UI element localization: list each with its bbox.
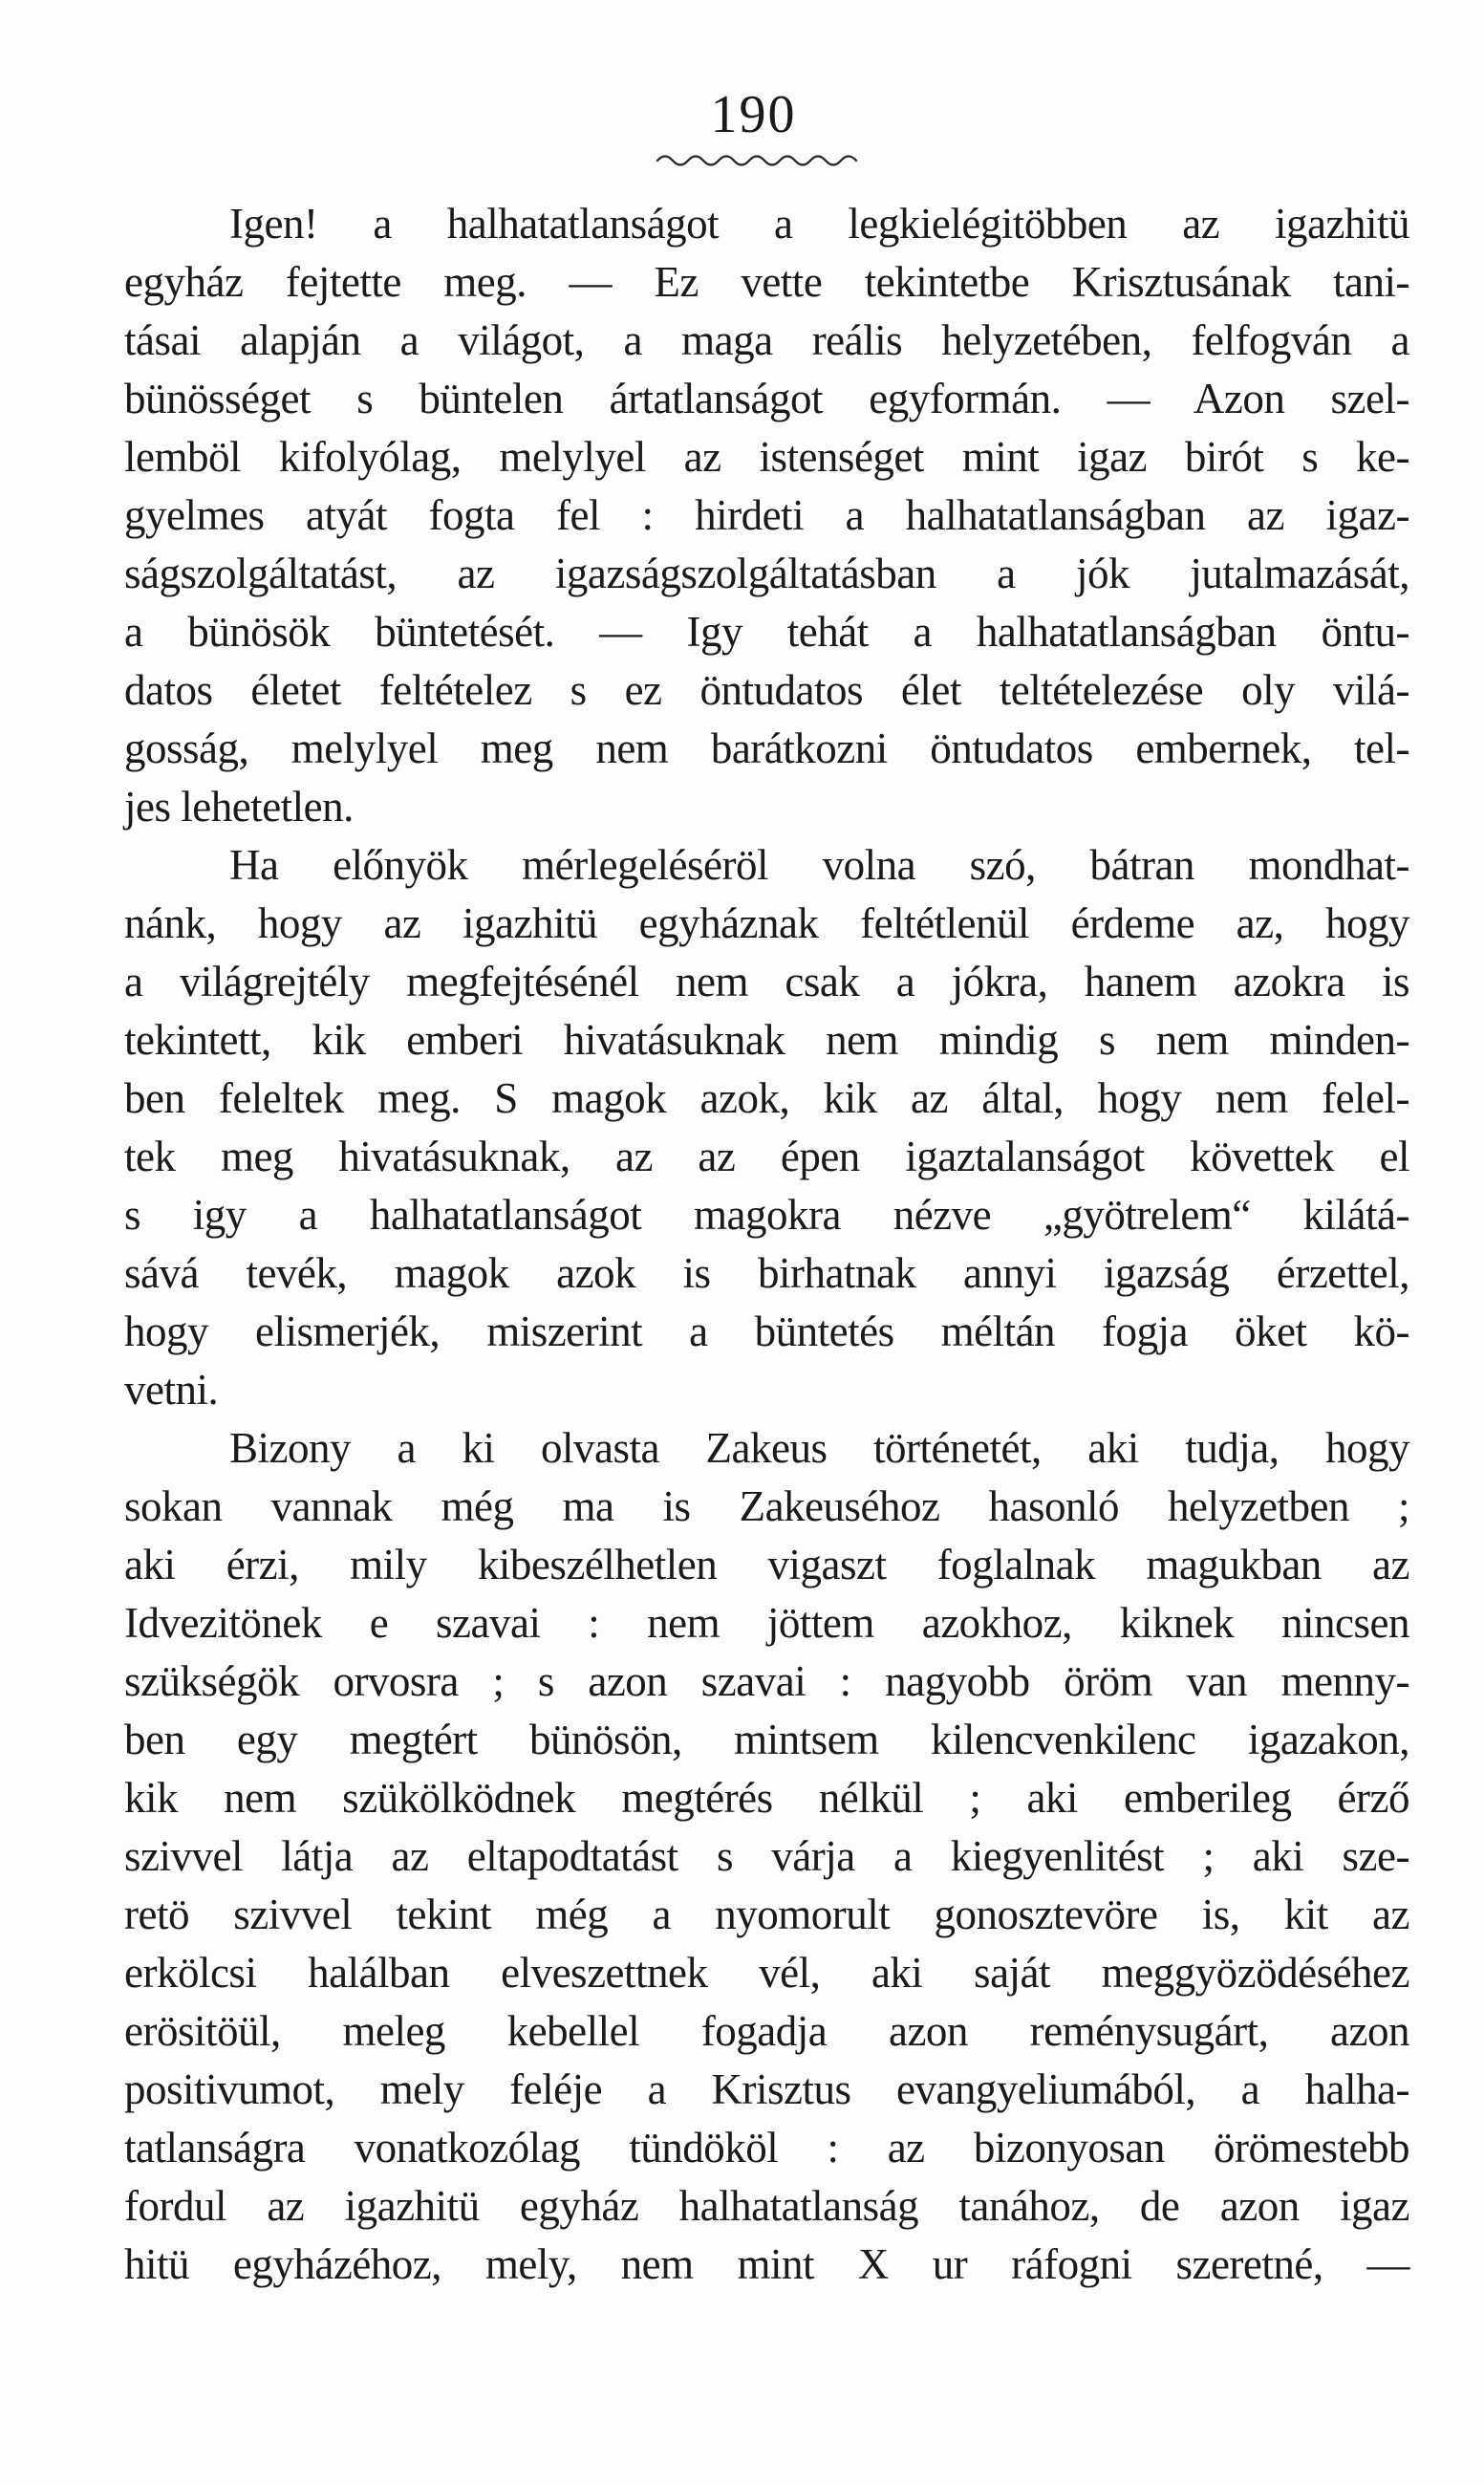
page-number: 190: [710, 85, 797, 144]
text-block: [124, 195, 1409, 2294]
text-line: tásai alapján a világot, a maga reális helyzetében, felfogván a: [124, 316, 1409, 364]
text-line: erkölcsi halálban elveszettnek vél, aki saját meggyözödéséhez: [124, 1949, 1409, 1997]
text-line: jes lehetetlen.: [124, 783, 354, 831]
text-line: sává tevék, magok azok is birhatnak annyi igazság érzettel,: [124, 1249, 1409, 1297]
text-line: bünösséget s büntelen ártatlanságot egyformán. — Azon szel-: [124, 375, 1409, 422]
text-line: datos életet feltételez s ez öntudatos élet teltételezése oly vilá-: [124, 666, 1409, 714]
text-line: ságszolgáltatást, az igazságszolgáltatásban a jók jutalmazását,: [124, 550, 1409, 597]
text-line: aki érzi, mily kibeszélhetlen vigaszt foglalnak magukban az: [124, 1541, 1409, 1588]
text-line: lemböl kifolyólag, melylyel az istenséget mint igaz birót s ke-: [124, 433, 1409, 481]
text-line: erösitöül, meleg kebellel fogadja azon reménysugárt, azon: [124, 2007, 1409, 2055]
text-line: szükségök orvosra ; s azon szavai : nagyobb öröm van menny-: [124, 1657, 1409, 1705]
text-line: ben egy megtért bünösön, mintsem kilencvenkilenc igazakon,: [124, 1716, 1409, 1763]
text-line: gosság, melylyel meg nem barátkozni öntudatos embernek, tel-: [124, 724, 1409, 772]
text-line: fordul az igazhitü egyház halhatatlanság tanához, de azon igaz: [124, 2182, 1409, 2230]
text-line: gyelmes atyát fogta fel : hirdeti a halhatatlanságban az igaz-: [124, 491, 1409, 539]
text-line: kik nem szükölködnek megtérés nélkül ; aki emberileg érző: [124, 1774, 1409, 1822]
text-line: s igy a halhatatlanságot magokra nézve „gyötrelem“ kilátá-: [124, 1191, 1409, 1239]
text-line: Igen! a halhatatlanságot a legkielégitöbben az igazhitü: [229, 200, 1409, 248]
text-line: hitü egyházéhoz, mely, nem mint X ur ráfogni szeretné, —: [124, 2240, 1409, 2288]
wavy-underline-icon: [656, 151, 862, 166]
text-line: vetni.: [124, 1366, 219, 1414]
text-line: egyház fejtette meg. — Ez vette tekintetbe Krisztusának tani-: [124, 258, 1409, 306]
text-line: tekintett, kik emberi hivatásuknak nem mindig s nem minden-: [124, 1016, 1409, 1064]
text-line: tatlanságra vonatkozólag tündököl : az bizonyosan örömestebb: [124, 2124, 1409, 2172]
text-line: hogy elismerjék, miszerint a büntetés méltán fogja öket kö-: [124, 1307, 1409, 1355]
text-line: ben feleltek meg. S magok azok, kik az által, hogy nem felel-: [124, 1074, 1409, 1122]
text-line: szivvel látja az eltapodtatást s várja a kiegyenlitést ; aki sze-: [124, 1832, 1409, 1880]
text-line: nánk, hogy az igazhitü egyháznak feltétlenül érdeme az, hogy: [124, 899, 1409, 947]
text-line: retö szivvel tekint még a nyomorult gonosztevöre is, kit az: [124, 1891, 1409, 1938]
text-line: a világrejtély megfejtésénél nem csak a jókra, hanem azokra is: [124, 958, 1409, 1005]
text-line: Ha előnyök mérlegeléséröl volna szó, bátran mondhat-: [229, 841, 1409, 889]
text-line: sokan vannak még ma is Zakeuséhoz hasonló helyzetben ;: [124, 1482, 1409, 1530]
text-line: tek meg hivatásuknak, az az épen igaztalanságot követtek el: [124, 1133, 1409, 1180]
text-line: a bünösök büntetését. — Igy tehát a halhatatlanságban öntu-: [124, 608, 1409, 656]
text-line: Bizony a ki olvasta Zakeus történetét, aki tudja, hogy: [229, 1424, 1409, 1472]
text-line: Idvezitönek e szavai : nem jöttem azokhoz, kiknek nincsen: [124, 1599, 1409, 1647]
text-line: positivumot, mely feléje a Krisztus evangyeliumából, a halha-: [124, 2065, 1409, 2113]
